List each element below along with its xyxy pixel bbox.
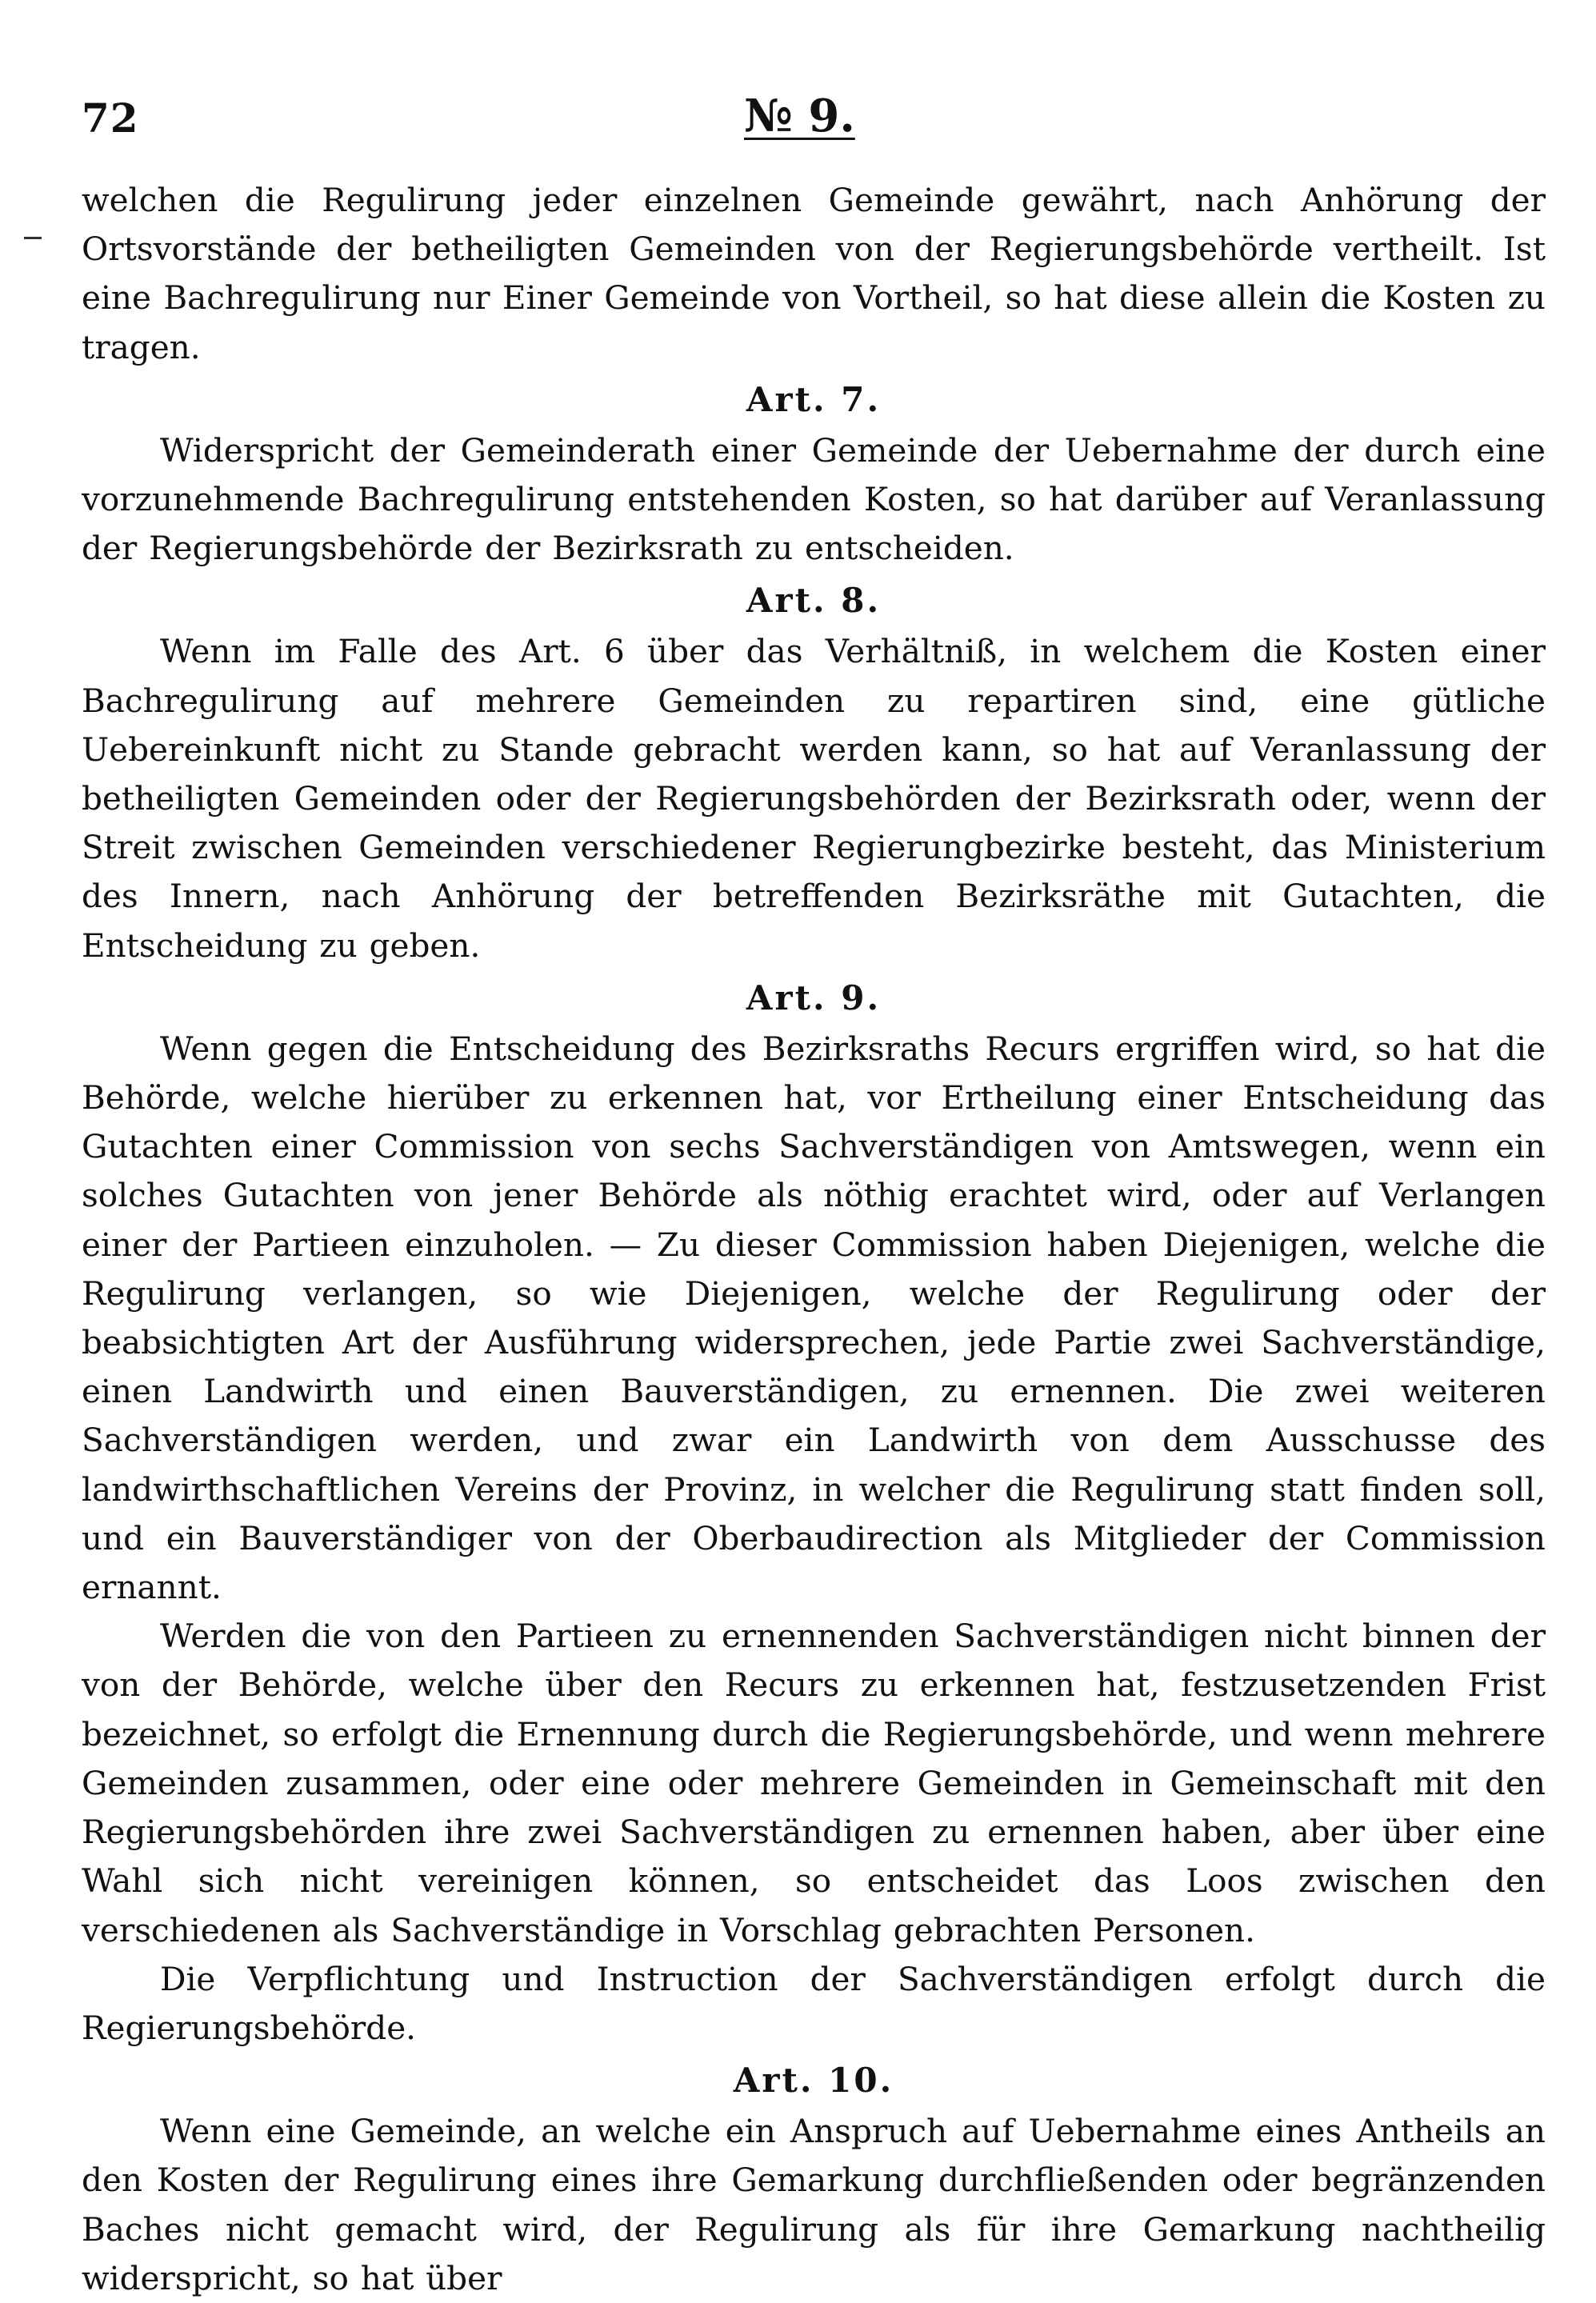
issue-number: № 9. [744, 90, 855, 142]
article-9-paragraph-2: Werden die von den Partieen zu ernennenden Sachverständigen nicht binnen der von der Behörde, welche über den Recurs zu erkennen hat, festzusetzenden Frist bezeichnet, so erfolgt die Ernennung durch die Regierungsbehörde, und wenn mehrere Gemeinden zusammen, oder eine oder mehrere Gemeinden in Gemeinschaft mit den Regierungsbehörden ihre zwei Sachverständigen zu ernennen haben, aber über eine Wahl sich nicht vereinigen können, so entscheidet das Loos zwischen den verschiedenen als Sachverständige in Vorschlag gebrachten Personen. [82, 1617, 1546, 1949]
article-8-paragraph: Wenn im Falle des Art. 6 über das Verhältniß, in welchem die Kosten einer Bachregulirung auf mehrere Gemeinden zu repartiren sind, eine gütliche Uebereinkunft nicht zu Stande gebracht werden kann, so hat auf Veranlassung der betheiligten Gemeinden oder der Regierungsbehörden der Bezirksrath oder, wenn der Streit zwischen Gemeinden verschiedener Regierungbezirke besteht, das Ministerium des Innern, nach Anhörung der betreffenden Bezirksräthe mit Gutachten, die Entscheidung zu geben. [82, 632, 1546, 965]
body-text [82, 176, 1546, 2303]
article-9-paragraph-1: Wenn gegen die Entscheidung des Bezirksraths Recurs ergriffen wird, so hat die Behörde, welche hierüber zu erkennen hat, vor Ertheilung einer Entscheidung das Gutachten einer Commission von sechs Sachverständigen von Amtswegen, wenn ein solches Gutachten von jener Behörde als nöthig erachtet wird, oder auf Verlangen einer der Partieen einzuholen. — Zu dieser Commission haben Diejenigen, welche die Regulirung verlangen, so wie Diejenigen, welche der Regulirung oder der beabsichtigten Art der Ausführung widersprechen, jede Partie zwei Sachverständige, einen Landwirth und einen Bauverständigen, zu ernennen. Die zwei weiteren Sachverständigen werden, und zwar ein Landwirth von dem Ausschusse des landwirthschaftlichen Vereins der Provinz, in welcher die Regulirung statt finden soll, und ein Bauverständiger von der Oberbaudirection als Mitglieder der Commission ernannt. [82, 1029, 1546, 1607]
paragraph-continuation: welchen die Regulirung jeder einzelnen Gemeinde gewährt, nach Anhörung der Ortsvorstände der betheiligten Gemeinden von der Regierungsbehörde vertheilt. Ist eine Bachregulirung nur Einer Gemeinde von Vortheil, so hat diese allein die Kosten zu tragen. [82, 181, 1546, 366]
article-10-heading: Art. 10. [733, 2061, 894, 2101]
article-7-heading: Art. 7. [746, 379, 882, 419]
article-10-paragraph: Wenn eine Gemeinde, an welche ein Anspruch auf Uebernahme eines Antheils an den Kosten der Regulirung eines ihre Gemarkung durchfließenden oder begränzenden Baches nicht gemacht wird, der Regulirung als für ihre Gemarkung nachtheilig widerspricht, so hat über [82, 2112, 1546, 2297]
article-9-paragraph-3: Die Verpflichtung und Instruction der Sachverständigen erfolgt durch die Regierungsbehörde. [82, 1959, 1546, 2047]
scan-artifact-mark [24, 237, 42, 239]
article-9-heading: Art. 9. [746, 978, 882, 1018]
article-8-heading: Art. 8. [746, 581, 882, 621]
page-number: 72 [82, 94, 139, 142]
article-7-paragraph: Widerspricht der Gemeinderath einer Gemeinde der Uebernahme der durch eine vorzunehmende Bachregulirung entstehenden Kosten, so hat darüber auf Veranlassung der Regierungsbehörde der Bezirksrath zu entscheiden. [82, 430, 1546, 568]
